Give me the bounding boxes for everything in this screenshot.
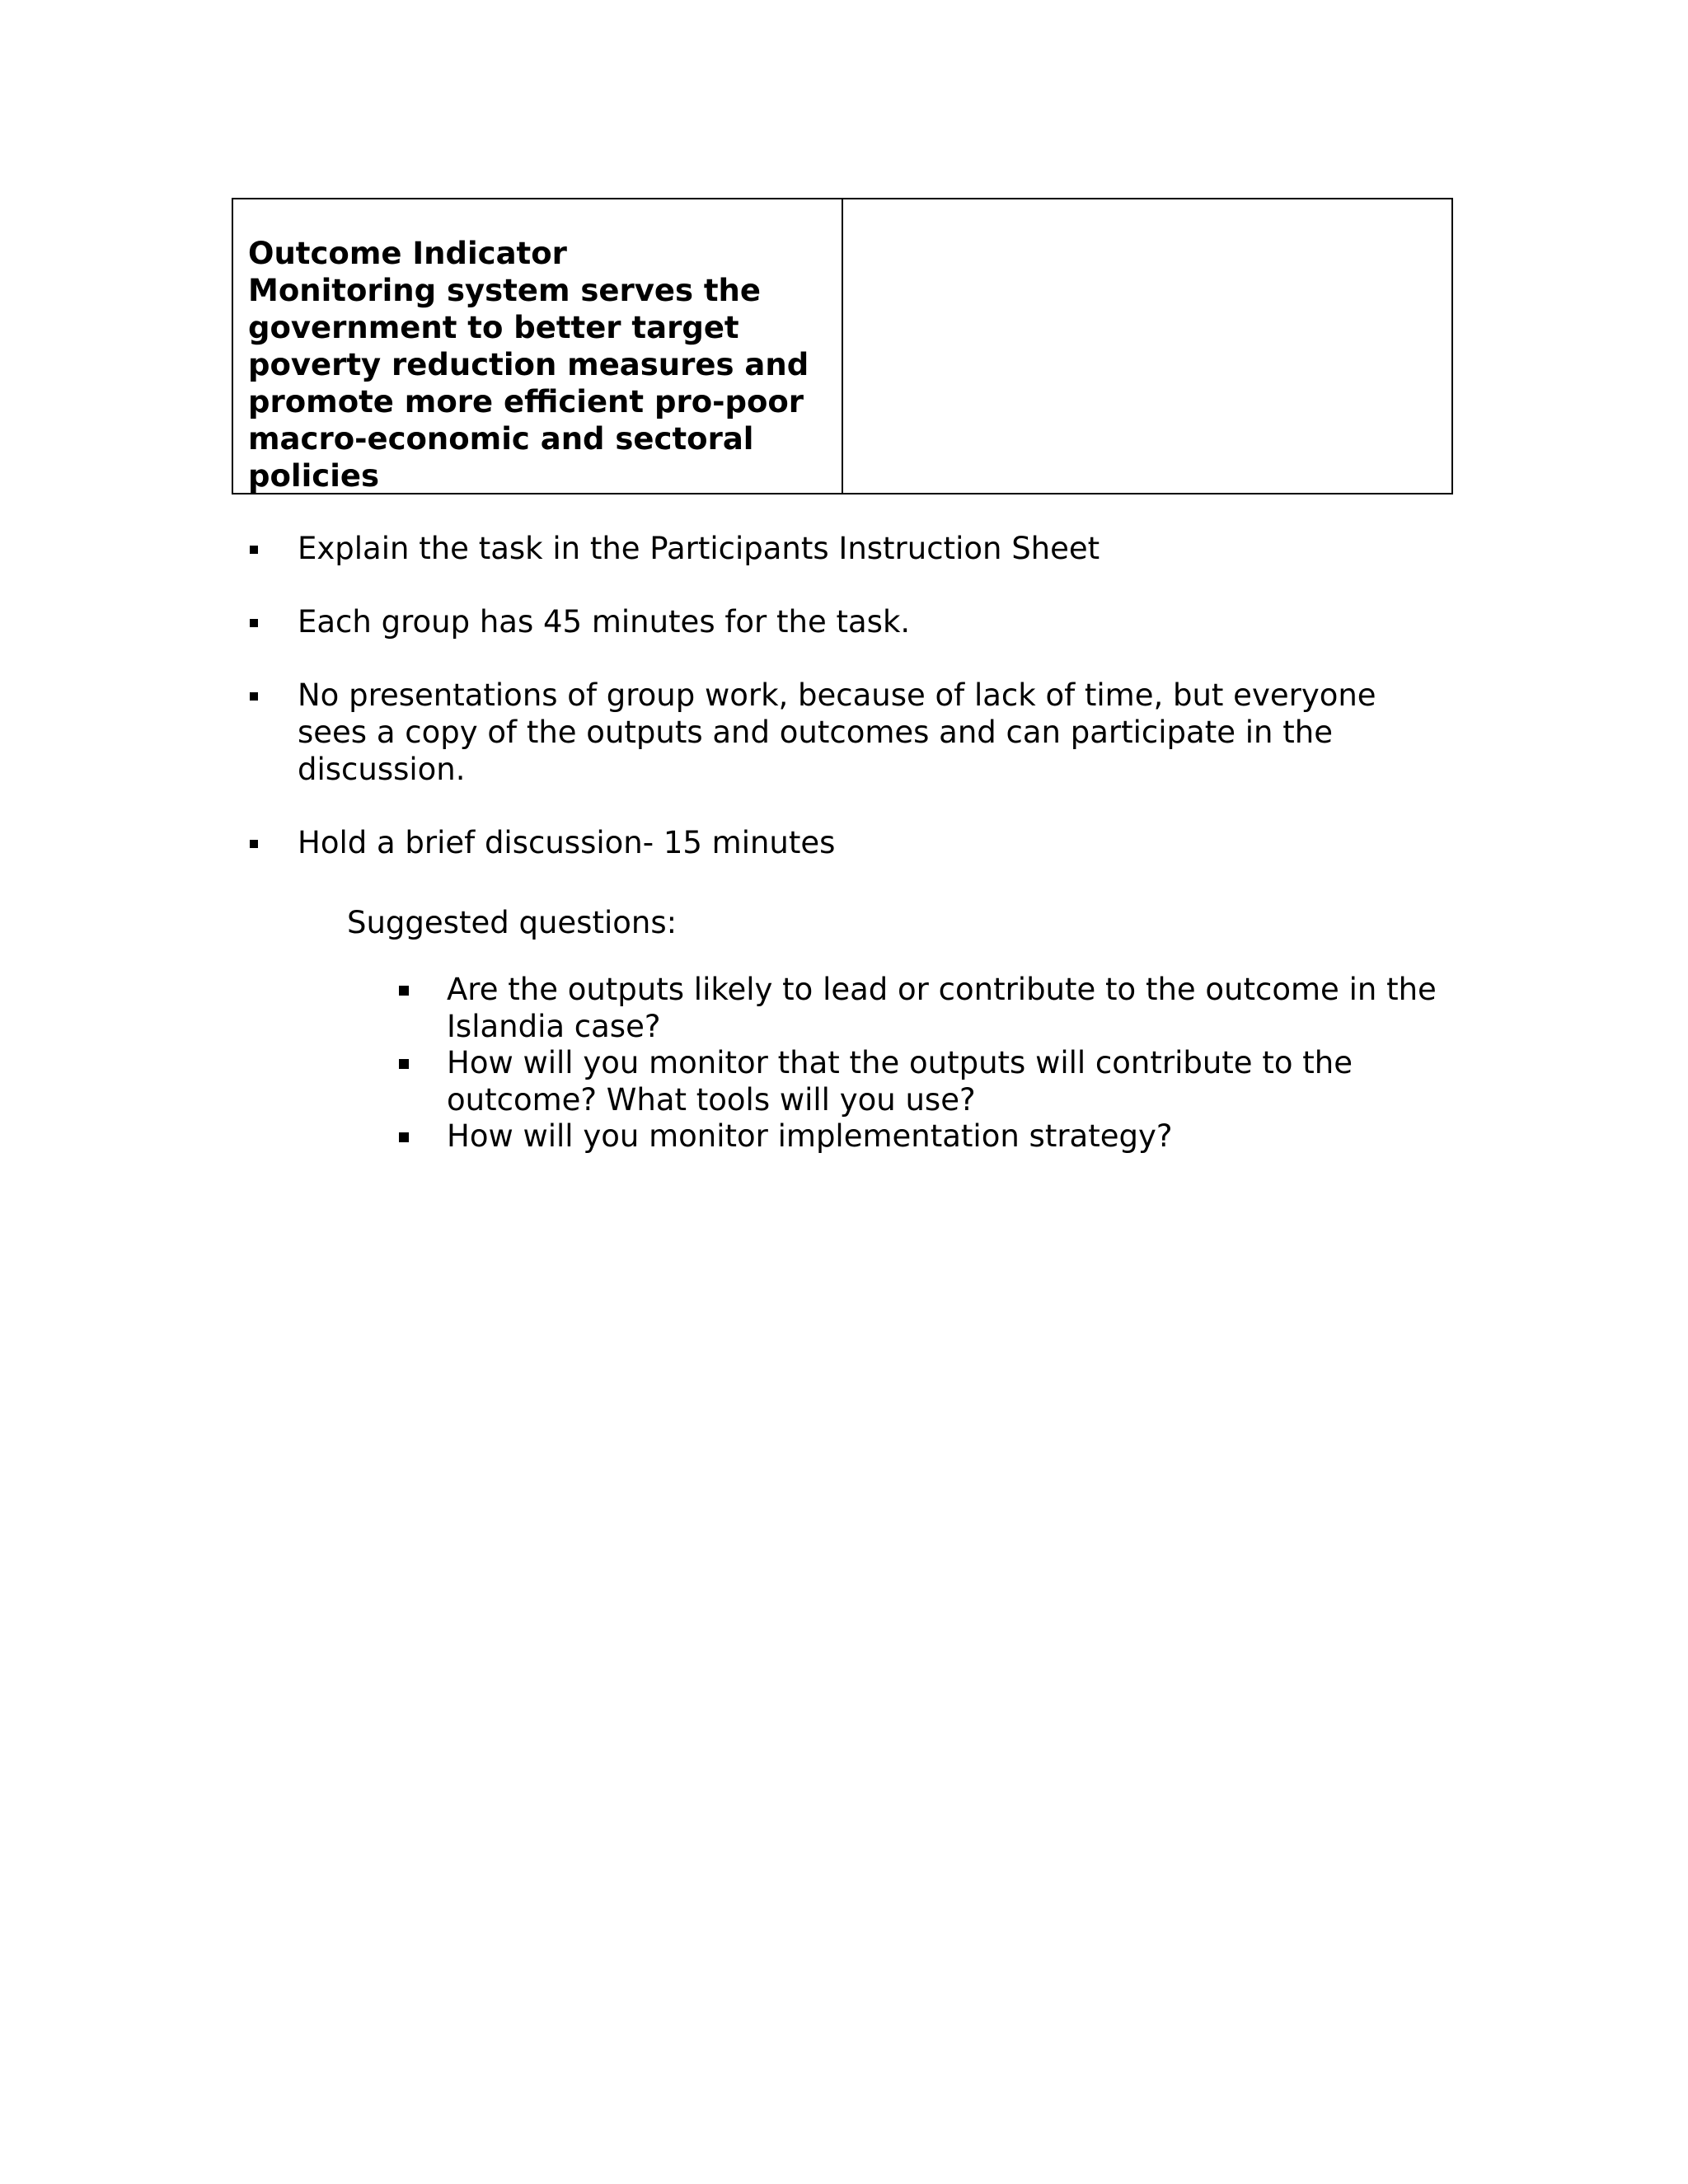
- question-line: outcome? What tools will you use?: [447, 1082, 976, 1118]
- question-line: Islandia case?: [447, 1009, 661, 1044]
- question-item: [447, 1118, 1173, 1155]
- question-line: How will you monitor implementation strategy?: [447, 1118, 1173, 1154]
- bullet-line: Explain the task in the Participants Instruction Sheet: [298, 531, 1100, 566]
- bullet-marker: [250, 692, 258, 701]
- sub-bullet-marker: [399, 986, 409, 996]
- bullet-line: discussion.: [298, 752, 466, 787]
- bullet-item: [298, 824, 835, 861]
- table-cell-indicator: [233, 199, 843, 493]
- bullet-marker: [250, 619, 258, 627]
- indicator-line: government to better target: [248, 310, 739, 345]
- indicator-line: policies: [248, 458, 380, 494]
- bullet-marker: [250, 840, 258, 848]
- indicator-line: poverty reduction measures and: [248, 347, 809, 382]
- question-item: [447, 971, 1437, 1045]
- indicator-text: [248, 235, 833, 494]
- indicator-heading: Outcome Indicator: [248, 236, 567, 271]
- bullet-line: sees a copy of the outputs and outcomes and can participate in the: [298, 715, 1333, 750]
- bullet-line: Each group has 45 minutes for the task.: [298, 604, 911, 640]
- bullet-item: [298, 603, 910, 640]
- sub-bullet-marker: [399, 1132, 409, 1142]
- table-cell-empty: [843, 199, 1451, 493]
- indicator-line: promote more efficient pro-poor: [248, 384, 804, 419]
- question-item: [447, 1044, 1353, 1118]
- suggested-questions-label: Suggested questions:: [347, 905, 678, 940]
- question-line: Are the outputs likely to lead or contribute to the outcome in the: [447, 972, 1437, 1007]
- question-line: How will you monitor that the outputs will contribute to the: [447, 1045, 1353, 1080]
- bullet-line: No presentations of group work, because of lack of time, but everyone: [298, 677, 1376, 713]
- bullet-line: Hold a brief discussion- 15 minutes: [298, 825, 836, 860]
- bullet-marker: [250, 546, 258, 554]
- bullet-item: [298, 677, 1376, 788]
- outcome-indicator-table: [232, 198, 1453, 494]
- bullet-item: [298, 530, 1100, 567]
- indicator-line: Monitoring system serves the: [248, 273, 761, 308]
- indicator-line: macro-economic and sectoral: [248, 421, 754, 457]
- sub-bullet-marker: [399, 1059, 409, 1069]
